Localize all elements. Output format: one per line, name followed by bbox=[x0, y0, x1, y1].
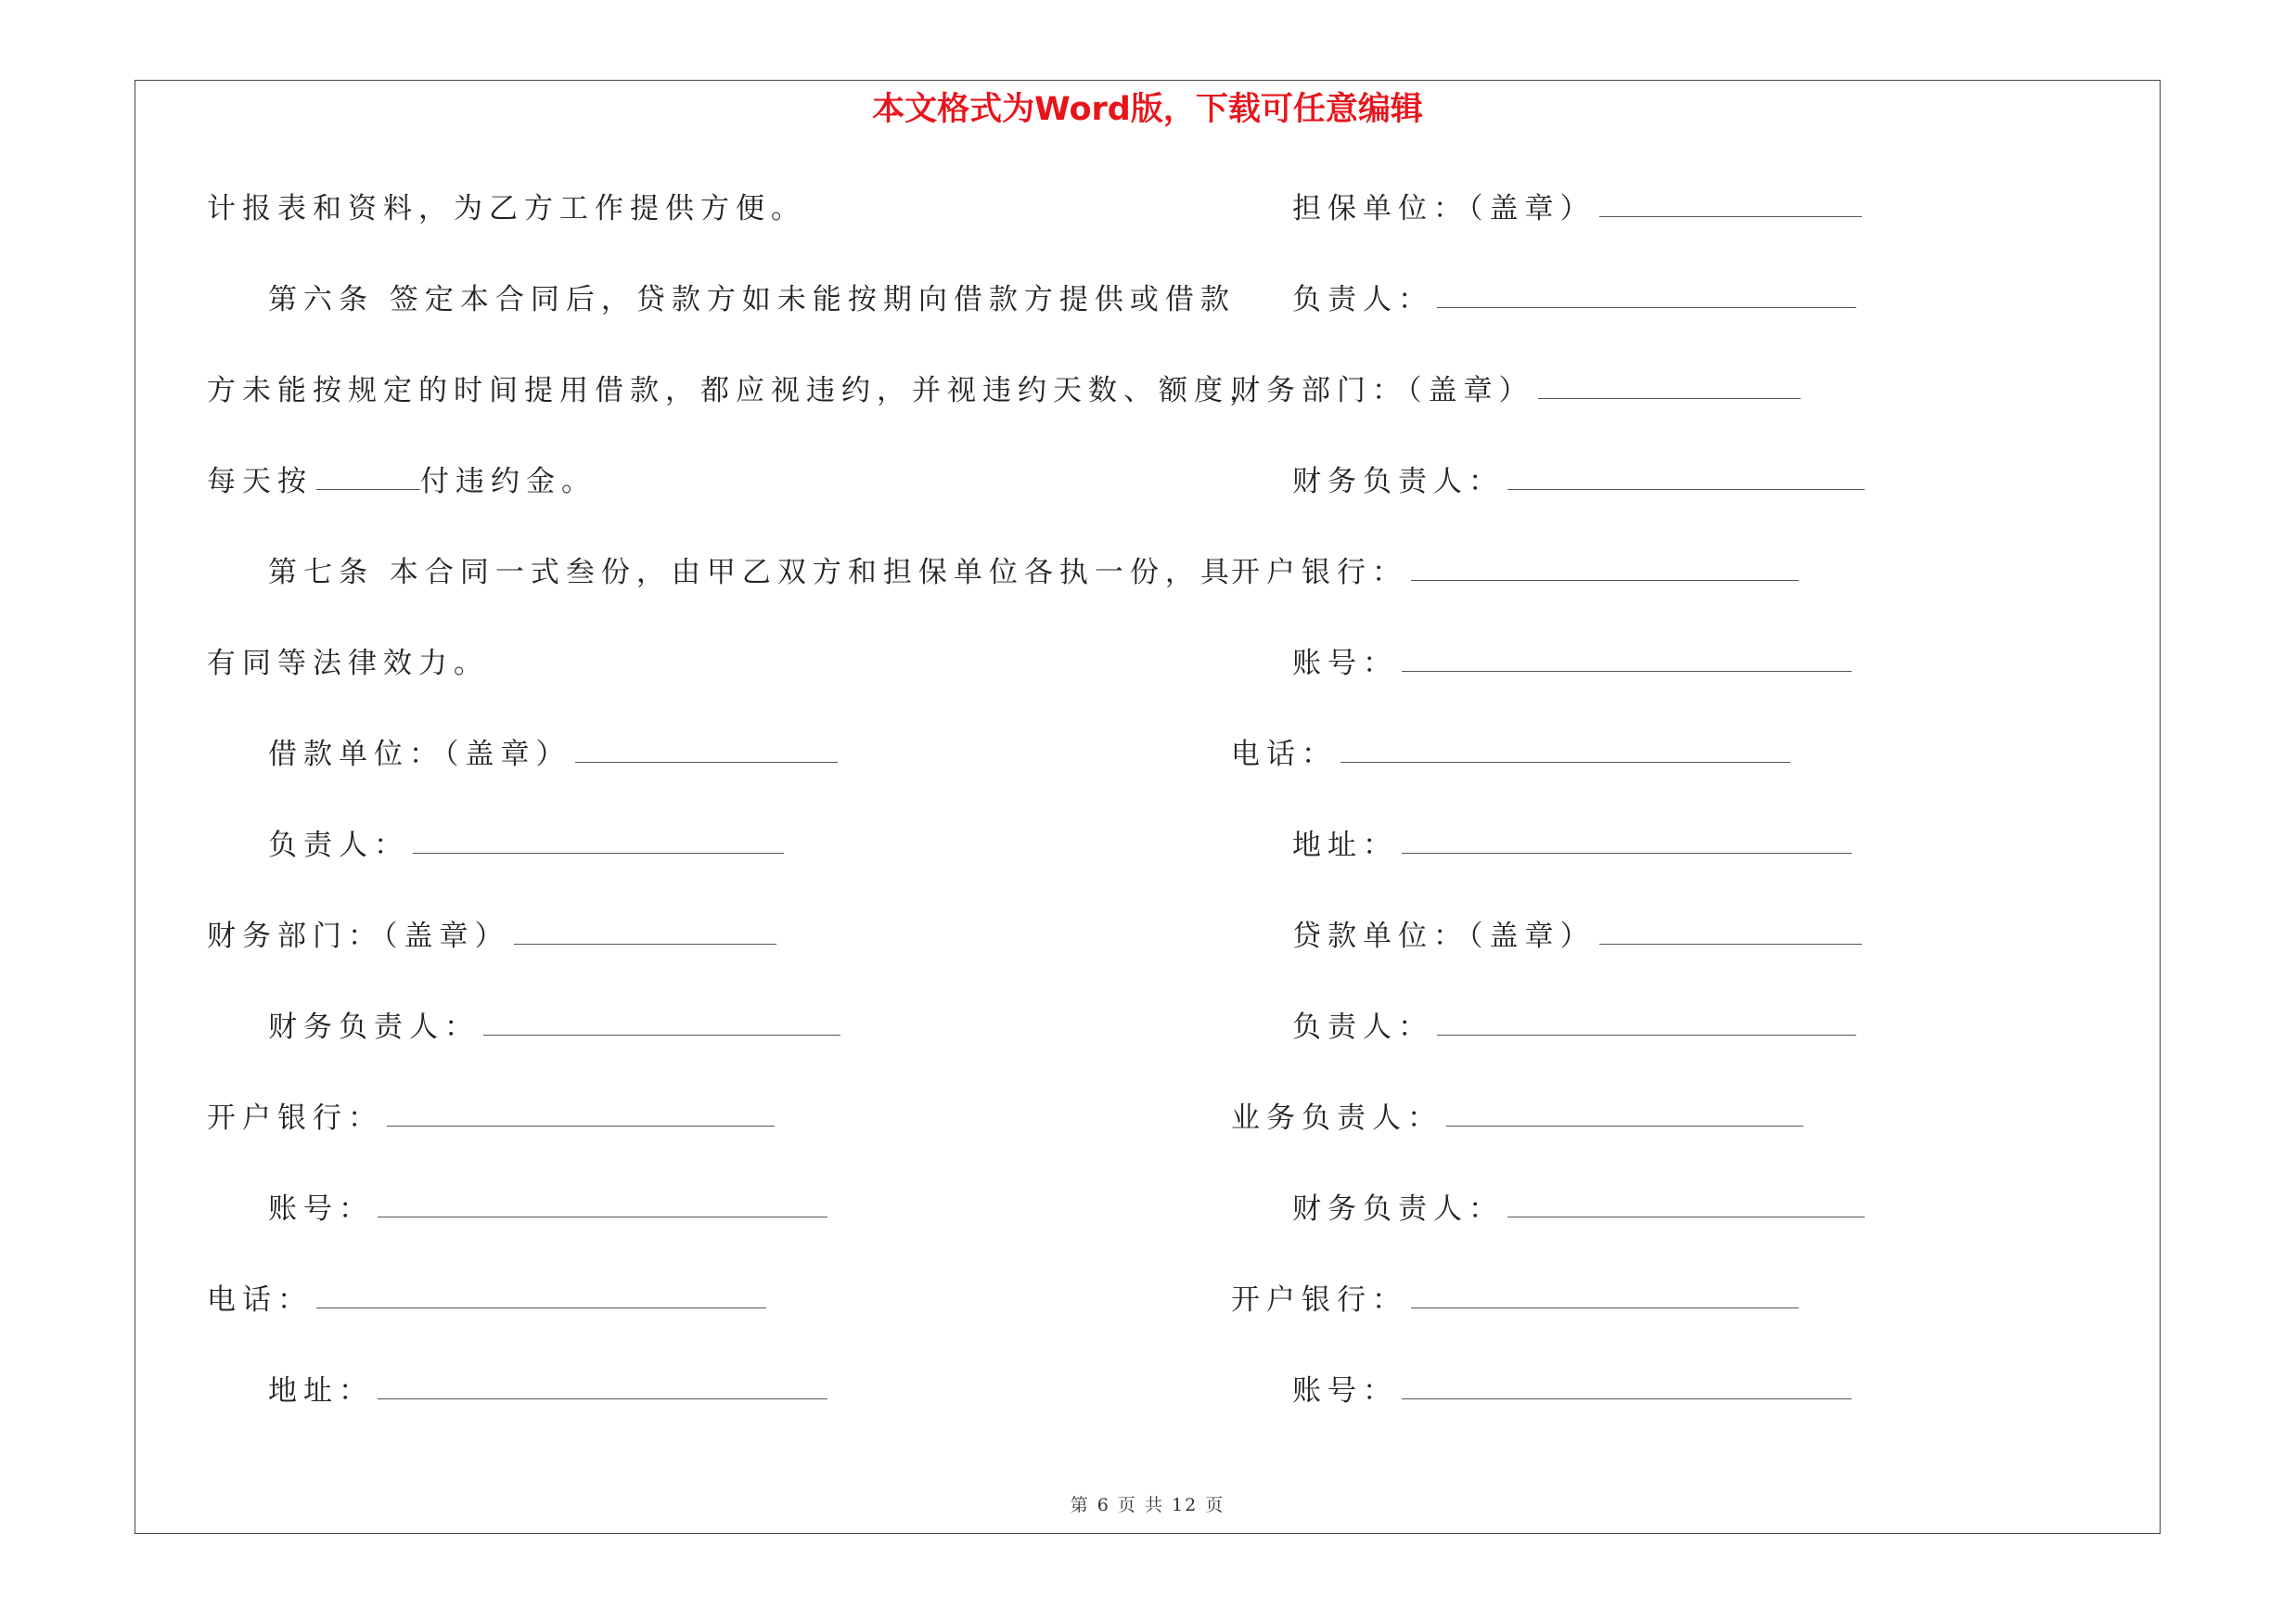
lender-seal-blank[interactable] bbox=[1599, 908, 1862, 945]
guarantor-finance-dept-blank[interactable] bbox=[1538, 363, 1801, 399]
paragraph-text: 方未能按规定的时间提用借款，都应视违约，并视违约天数、额度， bbox=[207, 374, 1264, 407]
paragraph-text: 付违约金。 bbox=[420, 465, 596, 498]
borrower-principal-blank[interactable] bbox=[413, 818, 784, 854]
signature-field bbox=[1231, 545, 1955, 636]
paragraph-text: 每天按 bbox=[207, 465, 313, 498]
paragraph-text: 有同等法律效力。 bbox=[207, 647, 489, 680]
field-label: 借款单位：（盖章） bbox=[268, 738, 571, 771]
signature-field bbox=[1231, 181, 1955, 272]
field-label: 担保单位：（盖章） bbox=[1292, 192, 1596, 225]
signature-field bbox=[1231, 363, 1955, 454]
field-label: 负责人： bbox=[1292, 283, 1433, 316]
field-label: 账号： bbox=[268, 1192, 374, 1226]
page-number: 第 6 页 共 12 页 bbox=[1070, 1495, 1225, 1515]
borrower-address-blank[interactable] bbox=[378, 1363, 827, 1399]
field-label: 账号： bbox=[1292, 1374, 1398, 1408]
guarantor-address-blank[interactable] bbox=[1402, 818, 1852, 854]
borrower-finance-head-blank[interactable] bbox=[483, 999, 840, 1036]
paragraph-line bbox=[207, 181, 1153, 272]
signature-field bbox=[1231, 1090, 1955, 1181]
borrower-phone-blank[interactable] bbox=[316, 1272, 766, 1308]
field-label: 电话： bbox=[1231, 738, 1337, 771]
field-label: 账号： bbox=[1292, 647, 1398, 680]
field-label: 财务负责人： bbox=[268, 1011, 480, 1044]
signature-field bbox=[1231, 1181, 1955, 1272]
guarantor-finance-head-blank[interactable] bbox=[1507, 454, 1865, 490]
left-column bbox=[207, 181, 1264, 1454]
signature-field bbox=[1231, 1272, 1955, 1363]
field-label: 财务负责人： bbox=[1292, 465, 1504, 498]
article-six-text: 第六条 签定本合同后，贷款方如未能按期向借款方提供或借款 bbox=[268, 283, 1236, 316]
guarantor-principal-blank[interactable] bbox=[1437, 272, 1856, 308]
paragraph-line bbox=[207, 454, 1153, 545]
signature-field bbox=[1231, 1363, 1955, 1454]
article-seven-text: 第七条 本合同一式叁份，由甲乙双方和担保单位各执一份，具 bbox=[268, 556, 1236, 589]
field-label: 负责人： bbox=[1292, 1011, 1433, 1044]
paragraph-line bbox=[207, 636, 1153, 727]
field-label: 业务负责人： bbox=[1231, 1101, 1443, 1135]
lender-principal-blank[interactable] bbox=[1437, 999, 1856, 1036]
signature-field bbox=[207, 818, 1153, 908]
borrower-account-blank[interactable] bbox=[378, 1181, 827, 1217]
field-label: 开户银行： bbox=[1231, 556, 1407, 589]
field-label: 地址： bbox=[268, 1374, 374, 1408]
signature-field bbox=[1231, 908, 1955, 999]
signature-field bbox=[207, 999, 1153, 1090]
borrower-seal-blank[interactable] bbox=[575, 727, 838, 763]
field-label: 电话： bbox=[207, 1283, 313, 1317]
signature-field bbox=[1231, 454, 1955, 545]
penalty-rate-blank[interactable] bbox=[316, 454, 420, 490]
field-label: 开户银行： bbox=[1231, 1283, 1407, 1317]
guarantor-seal-blank[interactable] bbox=[1599, 181, 1862, 217]
guarantor-account-blank[interactable] bbox=[1402, 636, 1852, 672]
lender-bank-blank[interactable] bbox=[1411, 1272, 1799, 1308]
lender-finance-head-blank[interactable] bbox=[1507, 1181, 1865, 1217]
lender-business-head-blank[interactable] bbox=[1446, 1090, 1803, 1127]
guarantor-phone-blank[interactable] bbox=[1340, 727, 1790, 763]
lender-account-blank[interactable] bbox=[1402, 1363, 1852, 1399]
signature-field bbox=[207, 1181, 1153, 1272]
field-label: 财务部门：（盖章） bbox=[207, 920, 510, 953]
field-label: 开户银行： bbox=[207, 1101, 383, 1135]
field-label: 财务部门：（盖章） bbox=[1231, 374, 1534, 407]
signature-field bbox=[207, 1272, 1153, 1363]
signature-field bbox=[207, 908, 1153, 999]
paragraph-text: 计报表和资料，为乙方工作提供方便。 bbox=[207, 192, 806, 225]
paragraph-line bbox=[207, 363, 1264, 454]
field-label: 财务负责人： bbox=[1292, 1192, 1504, 1226]
signature-field bbox=[1231, 727, 1955, 818]
guarantor-bank-blank[interactable] bbox=[1411, 545, 1799, 581]
signature-field bbox=[1231, 818, 1955, 908]
signature-field bbox=[1231, 636, 1955, 727]
signature-field bbox=[207, 1363, 1153, 1454]
paragraph-line bbox=[207, 545, 1236, 636]
right-column bbox=[1231, 181, 1955, 1454]
signature-field bbox=[207, 727, 1153, 818]
field-label: 负责人： bbox=[268, 829, 409, 862]
signature-field bbox=[1231, 999, 1955, 1090]
borrower-finance-dept-blank[interactable] bbox=[514, 908, 776, 945]
signature-field bbox=[207, 1090, 1153, 1181]
borrower-bank-blank[interactable] bbox=[387, 1090, 775, 1127]
field-label: 地址： bbox=[1292, 829, 1398, 862]
signature-field bbox=[1231, 272, 1955, 363]
paragraph-line bbox=[207, 272, 1236, 363]
field-label: 贷款单位：（盖章） bbox=[1292, 920, 1596, 953]
editable-notice-header: 本文格式为Word版，下载可任意编辑 bbox=[872, 91, 1423, 128]
